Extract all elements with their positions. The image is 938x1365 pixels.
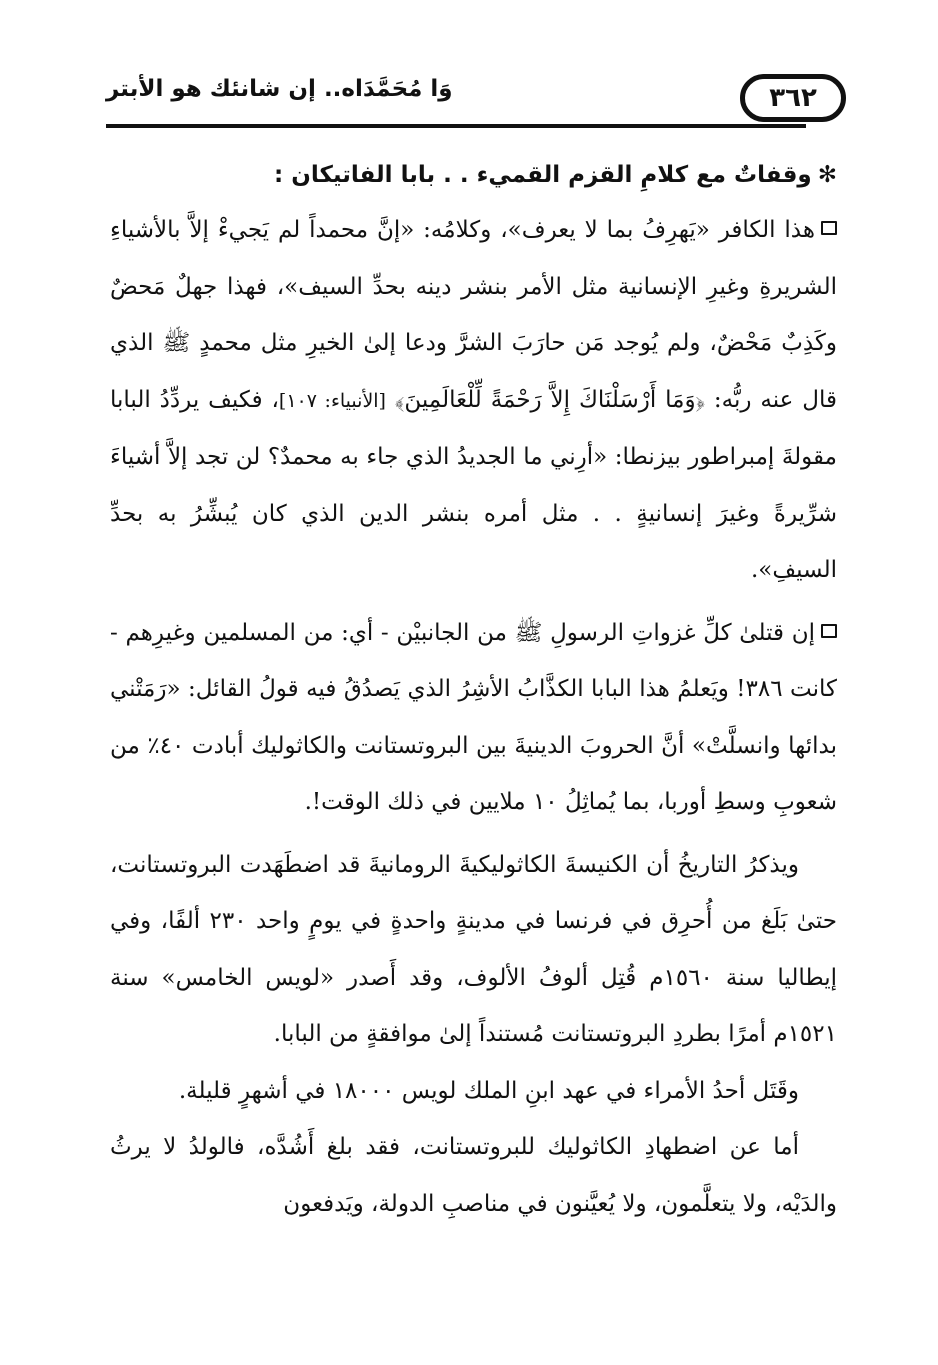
paragraph-2	[110, 605, 837, 831]
running-title: وَا مُحَمَّدَاه.. إن شانئك هو الأبتر	[106, 76, 453, 102]
paragraph-4: وقَتَل أحدُ الأمراء في عهد ابنِ الملك لويس ١٨٠٠٠ في أشهرٍ قليلة.	[178, 1077, 799, 1104]
paragraph-2-text: إن قتلىٰ كلِّ غزواتِ الرسولِ ﷺ من الجانبيْن - أي: من المسلمين وغيرِهم - كانت ٣٨٦! ويَعلمُ هذا البابا الكذَّابُ الأشِرُ الذي يَصدُقُ فيه قولُ القائل: «رَمَتْني بدائها وانسلَّتْ» أنَّ الحروبَ الدينيةَ بين البروتستانت والكاثوليك أبادت ٤٠٪ من شعوبِ وسطِ أوربا، بما يُماثِلُ ١٠ ملايين في ذلك الوقت!.	[110, 619, 837, 815]
paragraph-1-continuation: ، فكيف يردِّدُ البابا مقولةَ إمبراطور بيزنطا: «أرِني ما الجديدُ الذي جاء به محمدٌ؟ لن تجد إلاَّ أشياءَ شرِّيرةً وغيرَ إنسانيةٍ . . مثل أمره بنشر الدين الذي كان يُبشِّرُ به بحدِّ السيفِ».	[110, 386, 837, 583]
paragraph-1-text: هذا الكافر «يَهرِفُ بما لا يعرف»، وكلامُه: «إنَّ محمداً لم يَجيءْ إلاَّ بالأشياءِ الشريرةِ وغيرِ الإنسانية مثل الأمر بنشر دينه بحدِّ السيف»، فهذا جهلٌ مَحضٌ وكَذِبٌ مَحْضٌ، ولم يُوجد مَن حارَبَ الشرَّ ودعا إلىٰ الخيرِ مثل محمدٍ ﷺ الذي قال عنه ربُّه: ﴿وَمَا أَرْسَلْنَاكَ إِلاَّ رَحْمَةً لِّلْعَالَمِينَ﴾	[110, 217, 837, 413]
quran-citation: [الأنبياء: ١٠٧]	[278, 389, 386, 412]
square-bullet-icon	[821, 624, 837, 638]
paragraph-5: أما عن اضطهادِ الكاثوليك للبروتستانت، فقد بلغ أَشُدَّه، فالولدُ لا يرثُ والدَيْه، ولا يتعلَّمون، ولا يُعيَّنون في مناصبِ الدولة، ويَدفعون	[110, 1134, 837, 1217]
asterisk-icon: ✻	[817, 162, 837, 188]
section-heading-text: وقفاتٌ مع كلامِ القزم القميء . . بابا الفاتيكان :	[273, 162, 812, 188]
square-bullet-icon	[821, 221, 837, 235]
page-header	[106, 62, 846, 140]
header-rule	[106, 124, 806, 128]
page-content	[110, 148, 837, 1232]
paragraph-1	[110, 202, 837, 599]
paragraph-3: ويذكرُ التاريخُ أن الكنيسةَ الكاثوليكيةَ الرومانيةَ قد اضطَهَدت البروتستانت، حتىٰ بَلَغ من أُحرِق في فرنسا في مدينةٍ واحدةٍ في يومٍ واحد ٢٣٠ ألفًا، وفي إيطاليا سنة ١٥٦٠م قُتِل ألوفُ الألوف، وقد أَصدر «لويس الخامس» سنة ١٥٢١م أمرًا بطردِ البروتستانت مُستنداً إلىٰ موافقةٍ من البابا.	[110, 851, 837, 1047]
page-number: ٣٦٢	[740, 74, 846, 122]
section-heading	[110, 148, 837, 202]
